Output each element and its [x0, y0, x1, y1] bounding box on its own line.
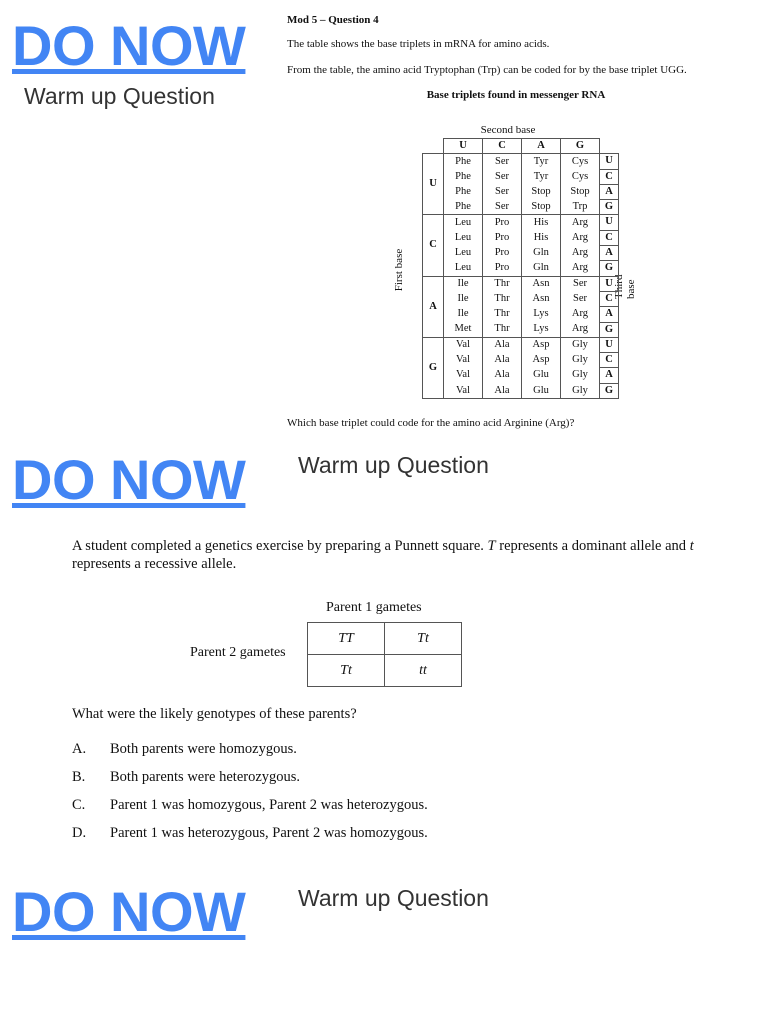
amino-acid-cell: Ile [444, 291, 483, 306]
codon-row [423, 337, 619, 352]
codon-table-caption: Base triplets found in messenger RNA [426, 89, 606, 102]
amino-acid-cell: Phe [444, 169, 483, 184]
amino-acid-cell: Phe [444, 154, 483, 169]
amino-acid-cell: Lys [522, 322, 561, 337]
codon-row [423, 246, 619, 261]
third-base-cell: G [600, 383, 619, 398]
amino-acid-cell: Ile [444, 276, 483, 291]
third-base-cell: U [600, 337, 619, 352]
third-base-cell: A [600, 246, 619, 261]
amino-acid-cell: Leu [444, 230, 483, 245]
question-1-line-2: From the table, the amino acid Tryptophan (Trp) can be coded for by the base triplet UGG. [287, 63, 687, 76]
answer-option-b[interactable] [72, 769, 428, 797]
punnett-square [190, 600, 490, 690]
amino-acid-cell: Phe [444, 184, 483, 199]
amino-acid-cell: Gly [561, 337, 600, 352]
amino-acid-cell: Phe [444, 200, 483, 215]
amino-acid-cell: Ala [483, 368, 522, 383]
third-base-cell: U [600, 215, 619, 230]
punnett-cell: Tt [385, 623, 462, 655]
punnett-cell: tt [385, 655, 462, 687]
answer-option-a[interactable] [72, 741, 428, 769]
codon-row [423, 291, 619, 306]
answer-option-d[interactable] [72, 825, 428, 853]
amino-acid-cell: Pro [483, 215, 522, 230]
amino-acid-cell: Gly [561, 368, 600, 383]
amino-acid-cell: Stop [522, 200, 561, 215]
third-base-cell: A [600, 184, 619, 199]
third-base-cell: G [600, 261, 619, 276]
amino-acid-cell: Thr [483, 307, 522, 322]
amino-acid-cell: Thr [483, 291, 522, 306]
amino-acid-cell: Arg [561, 215, 600, 230]
intro-text: represents a dominant allele and [495, 538, 690, 554]
amino-acid-cell: Val [444, 383, 483, 398]
col-header: U [444, 139, 483, 154]
codon-row [423, 276, 619, 291]
second-base-label: Second base [480, 124, 536, 136]
codon-row [423, 230, 619, 245]
amino-acid-cell: Glu [522, 368, 561, 383]
first-base-cell: U [423, 154, 444, 215]
amino-acid-cell: Asp [522, 353, 561, 368]
question-1-panel [287, 14, 757, 107]
option-text: Parent 1 was homozygous, Parent 2 was heterozygous. [110, 797, 428, 813]
intro-text: represents a recessive allele. [72, 556, 237, 573]
question-1-heading: Mod 5 – Question 4 [287, 14, 379, 26]
amino-acid-cell: Gln [522, 261, 561, 276]
third-base-cell: G [600, 200, 619, 215]
parent-1-label: Parent 1 gametes [326, 600, 422, 615]
amino-acid-cell: Ser [561, 276, 600, 291]
punnett-cell: Tt [308, 655, 385, 687]
amino-acid-cell: Stop [522, 184, 561, 199]
codon-row [423, 184, 619, 199]
amino-acid-cell: Pro [483, 246, 522, 261]
amino-acid-cell: Arg [561, 322, 600, 337]
third-base-label: Third base [613, 274, 637, 299]
amino-acid-cell: Val [444, 353, 483, 368]
amino-acid-cell: Ala [483, 337, 522, 352]
answer-option-c[interactable] [72, 797, 428, 825]
header-spacer [600, 139, 619, 154]
amino-acid-cell: Arg [561, 230, 600, 245]
do-now-heading-2: DO NOW [12, 448, 246, 511]
amino-acid-cell: Trp [561, 200, 600, 215]
codon-row [423, 322, 619, 337]
codon-row [423, 200, 619, 215]
codon-table [422, 138, 619, 399]
header-spacer [423, 139, 444, 154]
amino-acid-cell: Leu [444, 215, 483, 230]
amino-acid-cell: Thr [483, 276, 522, 291]
amino-acid-cell: Gln [522, 246, 561, 261]
question-1-prompt: Which base triplet could code for the amino acid Arginine (Arg)? [287, 417, 575, 429]
codon-row [423, 215, 619, 230]
do-now-heading-1: DO NOW [12, 14, 246, 77]
option-text: Both parents were homozygous. [110, 741, 297, 757]
third-base-cell: U [600, 154, 619, 169]
amino-acid-cell: Cys [561, 154, 600, 169]
amino-acid-cell: Ile [444, 307, 483, 322]
parent-2-label: Parent 2 gametes [190, 645, 286, 660]
amino-acid-cell: Gly [561, 353, 600, 368]
first-base-cell: G [423, 337, 444, 398]
codon-row [423, 261, 619, 276]
third-base-cell: A [600, 368, 619, 383]
amino-acid-cell: Gly [561, 383, 600, 398]
third-base-cell: C [600, 230, 619, 245]
codon-header-row [423, 139, 619, 154]
amino-acid-cell: Arg [561, 246, 600, 261]
third-base-cell: C [600, 353, 619, 368]
amino-acid-cell: Ala [483, 353, 522, 368]
amino-acid-cell: Asp [522, 337, 561, 352]
warm-up-subtitle-3: Warm up Question [298, 885, 489, 911]
amino-acid-cell: Tyr [522, 169, 561, 184]
codon-row [423, 368, 619, 383]
punnett-row [308, 623, 462, 655]
col-header: A [522, 139, 561, 154]
amino-acid-cell: Met [444, 322, 483, 337]
amino-acid-cell: Ala [483, 383, 522, 398]
warm-up-subtitle-2: Warm up Question [298, 452, 489, 478]
amino-acid-cell: Ser [483, 169, 522, 184]
first-base-cell: A [423, 276, 444, 337]
first-base-label: First base [393, 248, 406, 292]
amino-acid-cell: Ser [483, 154, 522, 169]
amino-acid-cell: Asn [522, 276, 561, 291]
third-base-cell: C [600, 169, 619, 184]
third-base-cell: C [600, 291, 619, 306]
question-2-prompt: What were the likely genotypes of these parents? [72, 706, 357, 722]
amino-acid-cell: Cys [561, 169, 600, 184]
do-now-heading-3: DO NOW [12, 880, 246, 943]
amino-acid-cell: Glu [522, 383, 561, 398]
amino-acid-cell: Ser [483, 184, 522, 199]
amino-acid-cell: Thr [483, 322, 522, 337]
amino-acid-cell: Lys [522, 307, 561, 322]
third-base-cell: A [600, 307, 619, 322]
col-header: G [561, 139, 600, 154]
amino-acid-cell: Pro [483, 230, 522, 245]
punnett-cell: TT [308, 623, 385, 655]
option-letter: B. [72, 769, 86, 785]
first-base-cell: C [423, 215, 444, 276]
amino-acid-cell: Ser [483, 200, 522, 215]
amino-acid-cell: His [522, 230, 561, 245]
col-header: C [483, 139, 522, 154]
punnett-row [308, 655, 462, 687]
amino-acid-cell: Val [444, 337, 483, 352]
option-letter: D. [72, 825, 87, 841]
option-letter: A. [72, 741, 87, 757]
codon-row [423, 169, 619, 184]
question-1-line-1: The table shows the base triplets in mRNA for amino acids. [287, 37, 550, 50]
intro-text: A student completed a genetics exercise by preparing a Punnett square. [72, 538, 488, 554]
third-base-cell: U [600, 276, 619, 291]
recessive-allele-symbol: t [689, 538, 694, 554]
codon-row [423, 154, 619, 169]
amino-acid-cell: Tyr [522, 154, 561, 169]
codon-row [423, 383, 619, 398]
amino-acid-cell: Arg [561, 261, 600, 276]
amino-acid-cell: Pro [483, 261, 522, 276]
amino-acid-cell: Leu [444, 246, 483, 261]
codon-row [423, 307, 619, 322]
third-base-cell: G [600, 322, 619, 337]
question-2-intro [72, 537, 712, 573]
dominant-allele-symbol: T [487, 538, 496, 554]
question-2-intro-block [72, 537, 712, 573]
codon-row [423, 353, 619, 368]
option-letter: C. [72, 797, 86, 813]
option-text: Both parents were heterozygous. [110, 769, 301, 785]
amino-acid-cell: Arg [561, 307, 600, 322]
amino-acid-cell: Val [444, 368, 483, 383]
amino-acid-cell: Stop [561, 184, 600, 199]
option-text: Parent 1 was heterozygous, Parent 2 was homozygous. [110, 825, 428, 841]
answer-options [72, 741, 428, 853]
amino-acid-cell: Ser [561, 291, 600, 306]
codon-table-area [393, 124, 648, 399]
amino-acid-cell: Leu [444, 261, 483, 276]
amino-acid-cell: Asn [522, 291, 561, 306]
warm-up-subtitle-1: Warm up Question [24, 83, 215, 109]
amino-acid-cell: His [522, 215, 561, 230]
punnett-grid [307, 622, 462, 687]
